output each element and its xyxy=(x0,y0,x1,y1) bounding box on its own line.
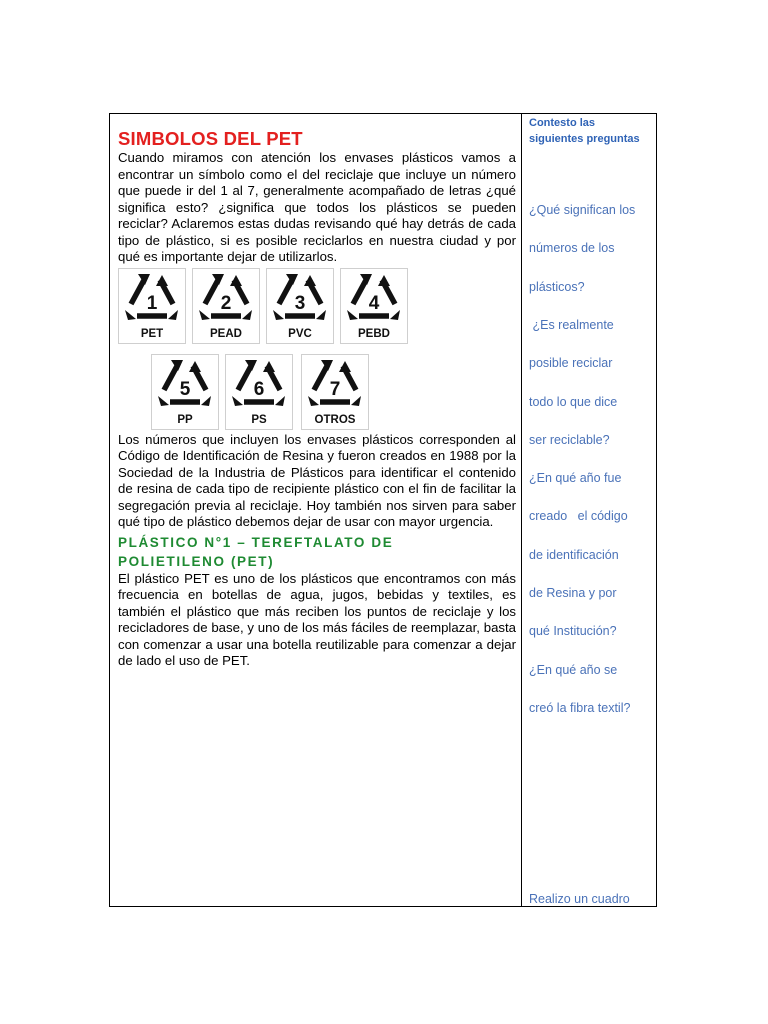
symbol-label: PET xyxy=(140,327,164,340)
symbol-number: 6 xyxy=(253,378,265,400)
recycling-symbol-1 xyxy=(118,268,186,344)
recycle-triangle-icon xyxy=(229,358,289,410)
intro-paragraph: Cuando miramos con atención los envases plásticos vamos a encontrar un símbolo como el del reciclaje que incluye un número que puede ir del 1 al 7, generalmente acompañado de letras ¿qué significa esto? ¿significa que todos los plásticos se pueden reciclar? Aclaremos estas dudas revisando qué hay detrás de cada tipo de plástico, si es posible reciclarlos en nuestra ciudad y por qué es importante dejar de utilizarlos. xyxy=(118,150,516,264)
section-heading xyxy=(118,533,516,571)
question-line: números de los xyxy=(529,241,615,255)
recycle-triangle-icon xyxy=(270,272,330,324)
section-heading-line-2: POLIETILENO (PET) xyxy=(118,553,275,569)
main-column xyxy=(118,128,516,670)
recycle-triangle-icon xyxy=(196,272,256,324)
resin-code-paragraph: Los números que incluyen los envases plásticos corresponden al Código de Identificación de Resina y fueron creados en 1988 por la Sociedad de la Industria de Plásticos para identificar el contenido de resina de cada tipo de recipiente plástico con el fin de facilitar la segregación previa al reciclaje. Hoy también nos sirven para saber qué tipo de plástico debemos dejar de usar con mayor urgencia. xyxy=(118,431,516,529)
questions-header-line-2: siguientes preguntas xyxy=(529,133,640,145)
symbol-number: 1 xyxy=(146,292,158,314)
symbol-number: 4 xyxy=(368,292,380,314)
recycling-symbols-row-1 xyxy=(118,268,516,346)
recycling-symbol-4 xyxy=(340,268,408,344)
question-line: ¿Qué significan los xyxy=(529,203,636,217)
symbol-label: PEBD xyxy=(358,327,390,340)
recycling-symbol-3 xyxy=(266,268,334,344)
symbol-number: 3 xyxy=(294,292,306,314)
recycling-symbols-row-2 xyxy=(118,354,516,432)
question-line: todo lo que dice xyxy=(529,395,618,409)
symbol-number: 5 xyxy=(179,378,191,400)
questions-header-line-1: Contesto las xyxy=(529,117,596,129)
symbol-number: 7 xyxy=(329,378,341,400)
question-line: ¿Es realmente xyxy=(529,318,614,332)
question-line: plásticos? xyxy=(529,280,585,294)
symbol-label: PP xyxy=(177,413,193,426)
recycle-triangle-icon xyxy=(344,272,404,324)
symbol-label: PS xyxy=(251,413,267,426)
symbol-label: PVC xyxy=(288,327,312,340)
recycle-triangle-icon xyxy=(305,358,365,410)
column-divider xyxy=(521,114,522,906)
recycling-symbol-7 xyxy=(301,354,369,430)
document-title: SIMBOLOS DEL PET xyxy=(118,128,303,149)
symbol-number: 2 xyxy=(220,292,232,314)
question-line: ¿En qué año se xyxy=(529,663,618,677)
recycling-symbol-5 xyxy=(151,354,219,430)
question-line: de Resina y por xyxy=(529,586,617,600)
document-frame xyxy=(109,113,657,907)
symbol-label: OTROS xyxy=(314,413,356,426)
questions-header xyxy=(529,115,653,147)
recycling-symbol-2 xyxy=(192,268,260,344)
pet-paragraph: El plástico PET es uno de los plásticos que encontramos con más frecuencia en botellas de agua, jugos, bebidas y textiles, es también el plástico que más reciben los puntos de reciclaje y los recicladores de base, y uno de los más fáciles de reemplazar, basta con comenzar a usar una botella reutilizable para comenzar a dejar de lado el uso de PET. xyxy=(118,570,516,668)
recycle-triangle-icon xyxy=(122,272,182,324)
questions-footer: Realizo un cuadro xyxy=(529,892,630,906)
section-heading-line-1: PLÁSTICO N°1 – TEREFTALATO DE xyxy=(118,534,394,550)
recycling-symbol-6 xyxy=(225,354,293,430)
question-line: creó la fibra textil? xyxy=(529,701,631,715)
question-line: ser reciclable? xyxy=(529,433,610,447)
question-line: qué Institución? xyxy=(529,624,617,638)
question-line: creado el código xyxy=(529,509,628,523)
question-line: de identificación xyxy=(529,548,619,562)
question-line: posible reciclar xyxy=(529,356,613,370)
question-line: ¿En qué año fue xyxy=(529,471,622,485)
recycle-triangle-icon xyxy=(155,358,215,410)
symbol-label: PEAD xyxy=(210,327,242,340)
